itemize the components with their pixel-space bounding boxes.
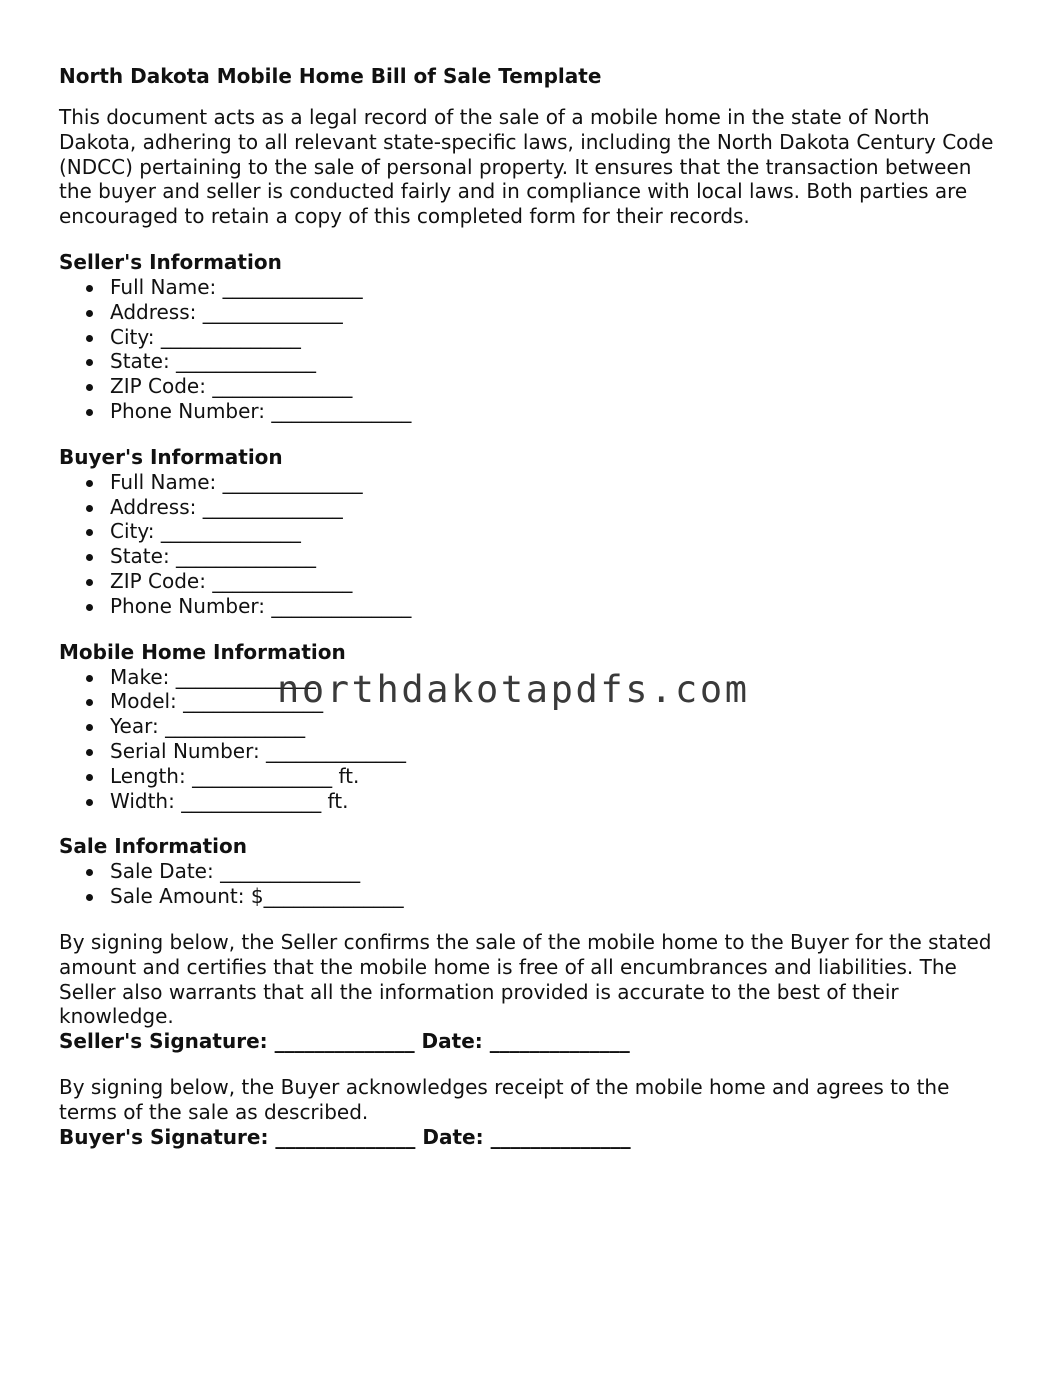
watermark: northdakotapdfs.com xyxy=(277,668,750,711)
buyer-info-list xyxy=(59,470,1009,619)
seller-full-name-field: Full Name: ______________ xyxy=(110,275,1009,300)
mobile-home-info-heading: Mobile Home Information xyxy=(59,639,346,664)
mobile-home-serial-field: Serial Number: ______________ xyxy=(110,739,1009,764)
sale-info-heading: Sale Information xyxy=(59,834,247,859)
sale-info-list xyxy=(59,859,1009,909)
sale-date-field: Sale Date: ______________ xyxy=(110,859,1009,884)
seller-city-field: City: ______________ xyxy=(110,325,1009,350)
sale-amount-field: Sale Amount: $______________ xyxy=(110,884,1009,909)
document-title: North Dakota Mobile Home Bill of Sale Template xyxy=(59,64,602,88)
document-page xyxy=(59,64,1009,1150)
buyer-address-field: Address: ______________ xyxy=(110,495,1009,520)
buyer-signature-line: Buyer's Signature: ______________ Date: ______________ xyxy=(59,1124,631,1149)
seller-zip-field: ZIP Code: ______________ xyxy=(110,374,1009,399)
seller-state-field: State: ______________ xyxy=(110,349,1009,374)
seller-signature-line: Seller's Signature: ______________ Date: ______________ xyxy=(59,1029,630,1054)
mobile-home-year-field: Year: ______________ xyxy=(110,714,1009,739)
buyer-zip-field: ZIP Code: ______________ xyxy=(110,569,1009,594)
buyer-full-name-field: Full Name: ______________ xyxy=(110,470,1009,495)
intro-paragraph: This document acts as a legal record of the sale of a mobile home in the state of North Dakota, adhering to all relevant state-specific laws, including the North Dakota Century Code (NDCC) pertaining to the sale of personal property. It ensures that the transaction between the buyer and seller is conducted fairly and in compliance with local laws. Both parties are encouraged to retain a copy of this completed form for their records. xyxy=(59,105,994,229)
seller-phone-field: Phone Number: ______________ xyxy=(110,399,1009,424)
mobile-home-length-field: Length: ______________ ft. xyxy=(110,764,1009,789)
mobile-home-width-field: Width: ______________ ft. xyxy=(110,789,1009,814)
seller-address-field: Address: ______________ xyxy=(110,300,1009,325)
seller-info-heading: Seller's Information xyxy=(59,249,282,274)
seller-statement: By signing below, the Seller confirms the sale of the mobile home to the Buyer for the stated amount and certifies that the mobile home is free of all encumbrances and liabilities. The Seller also warrants that all the information provided is accurate to the best of their knowledge. xyxy=(59,929,992,1029)
buyer-city-field: City: ______________ xyxy=(110,519,1009,544)
mobile-home-make-field: Make: ______________ xyxy=(110,665,1009,690)
buyer-phone-field: Phone Number: ______________ xyxy=(110,594,1009,619)
mobile-home-model-field: Model: ______________ xyxy=(110,689,1009,714)
buyer-info-heading: Buyer's Information xyxy=(59,444,283,469)
seller-info-list xyxy=(59,275,1009,424)
buyer-statement: By signing below, the Buyer acknowledges receipt of the mobile home and agrees to the terms of the sale as described. xyxy=(59,1075,950,1124)
buyer-state-field: State: ______________ xyxy=(110,544,1009,569)
